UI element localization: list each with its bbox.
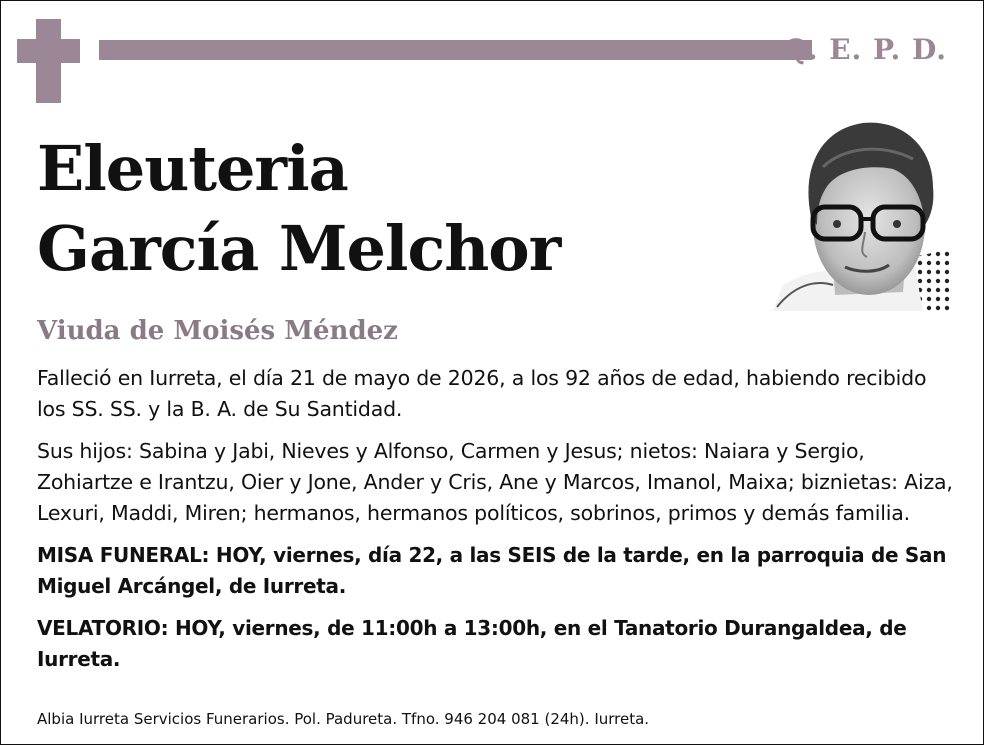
- funeral-home-footer: Albia Iurreta Servicios Funerarios. Pol. Padureta. Tfno. 946 204 081 (24h). Iurreta.: [37, 710, 650, 728]
- surnames: García Melchor: [37, 212, 561, 285]
- notice-body: [37, 363, 957, 686]
- death-line: Falleció en Iurreta, el día 21 de mayo de 2026, a los 92 años de edad, habiendo recibido los SS. SS. y la B. A. de Su Santidad.: [37, 366, 927, 421]
- family-line: Sus hijos: Sabina y Jabi, Nieves y Alfonso, Carmen y Jesus; nietos: Naiara y Sergio, Zohiartze e Irantzu, Oier y Jone, Ander y Cris, Ane y Marcos, Imanol, Maixa; biznietas: Aiza, Lexuri, Maddi, Miren; hermanos, hermanos políticos, sobrinos, primos y demás familia.: [37, 439, 953, 525]
- header-bar: [99, 40, 812, 60]
- first-name: Eleuteria: [37, 132, 348, 205]
- qepd-label: Q. E. P. D.: [783, 33, 947, 66]
- widow-of: Viuda de Moisés Méndez: [37, 316, 398, 346]
- cross-icon-arm: [17, 39, 80, 63]
- funeral-line: MISA FUNERAL: HOY, viernes, día 22, a las SEIS de la tarde, en la parroquia de San Miguel Arcángel, de Iurreta.: [37, 543, 947, 598]
- deceased-name: [37, 129, 560, 289]
- portrait-photo: [773, 107, 951, 311]
- wake-line: VELATORIO: HOY, viernes, de 11:00h a 13:00h, en el Tanatorio Durangaldea, de Iurreta.: [37, 616, 907, 671]
